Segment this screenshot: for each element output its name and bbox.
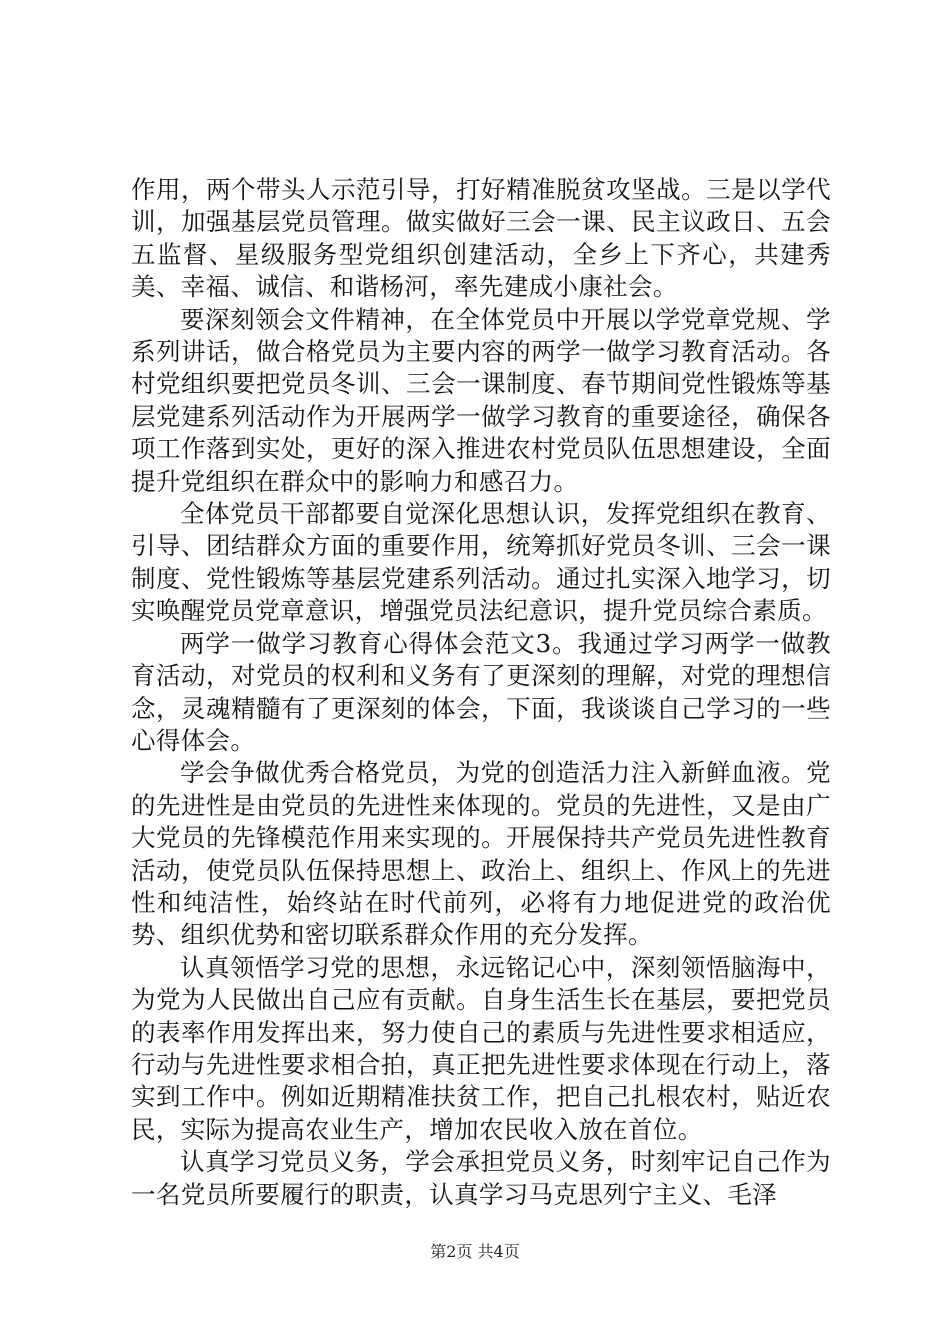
paragraph-1: 作用，两个带头人示范引导，打好精准脱贫攻坚战。三是以学代训，加强基层党员管理。做实做好三会一课、民主议政日、五会五监督、星级服务型党组织创建活动，全乡上下齐心，共建秀美、幸福、诚信、和谐杨河，率先建成小康社会。: [131, 175, 831, 302]
page-footer: 第2页 共4页: [430, 1242, 520, 1261]
paragraph-6: 认真领悟学习党的思想，永远铭记心中，深刻领悟脑海中，为党为人民做出自己应有贡献。自身生活生长在基层，要把党员的表率作用发挥出来，努力使自己的素质与先进性要求相适应，行动与先进性要求相合拍，真正把先进性要求体现在行动上，落实到工作中。例如近期精准扶贫工作，把自己扎根农村，贴近农民，实际为提高农业生产，增加农民收入放在首位。: [131, 952, 831, 1144]
paragraph-5: 学会争做优秀合格党员，为党的创造活力注入新鲜血液。党的先进性是由党员的先进性来体现的。党员的先进性，又是由广大党员的先锋模范作用来实现的。开展保持共产党员先进性教育活动，使党员队伍保持思想上、政治上、组织上、作风上的先进性和纯洁性，始终站在时代前列，必将有力地促进党的政治优势、组织优势和密切联系群众作用的充分发挥。: [131, 758, 831, 950]
paragraph-7: 认真学习党员义务，学会承担党员义务，时刻牢记自己作为一名党员所要履行的职责，认真学习马克思列宁主义、毛泽: [131, 1147, 831, 1209]
paragraph-4: 两学一做学习教育心得体会范文3。我通过学习两学一做教育活动，对党员的权利和义务有了更深刻的理解，对党的理想信念，灵魂精髓有了更深刻的体会，下面，我谈谈自己学习的一些心得体会。: [131, 628, 831, 755]
paragraph-3: 全体党员干部都要自觉深化思想认识，发挥党组织在教育、引导、团结群众方面的重要作用，统筹抓好党员冬训、三会一课制度、党性锻炼等基层党建系列活动。通过扎实深入地学习，切实唤醒党员党章意识，增强党员法纪意识，提升党员综合素质。: [131, 499, 831, 626]
document-body: [131, 174, 831, 1211]
paragraph-2: 要深刻领会文件精神，在全体党员中开展以学党章党规、学系列讲话，做合格党员为主要内容的两学一做学习教育活动。各村党组织要把党员冬训、三会一课制度、春节期间党性锻炼等基层党建系列活动作为开展两学一做学习教育的重要途径，确保各项工作落到实处，更好的深入推进农村党员队伍思想建设，全面提升党组织在群众中的影响力和感召力。: [131, 304, 831, 496]
